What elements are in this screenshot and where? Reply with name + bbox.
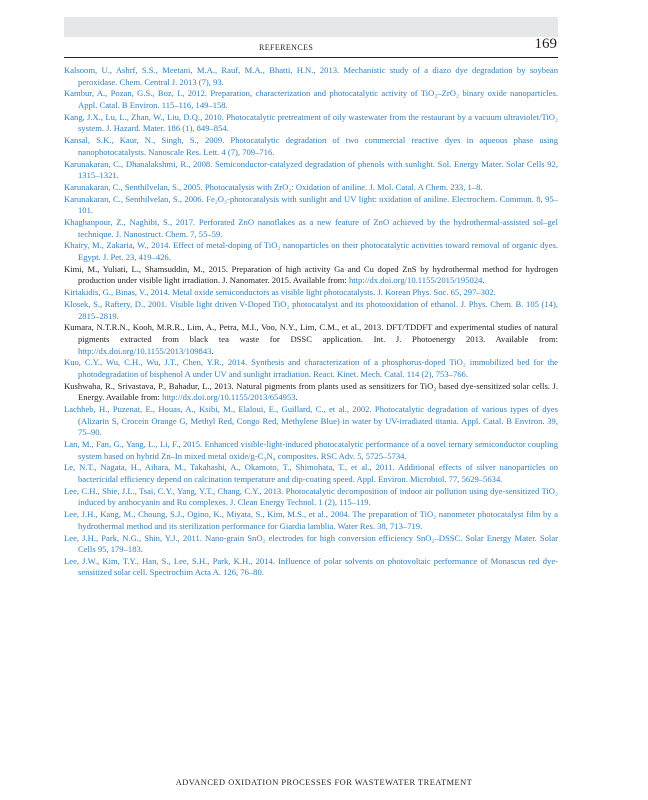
reference-item[interactable]: Kiriakidis, G., Binas, V., 2014. Metal oxide semiconductors as visible light photocatalysts. J. Korean Phys. Soc. 65, 297–302.: [64, 287, 496, 298]
reference-item[interactable]: Lachheb, H., Puzenat, E., Houas, A., Ksibi, M., Elaloui, E., Guillard, C., et al., 2002. Photocatalytic degradation of various types of dyes (Alizarin S, Crocein Orange G, Methyl Red, Congo Red, Methylene Blue) in water by UV-irradiated titania. Appl. Catal. B Environ. 39, 75–90.: [64, 404, 558, 438]
reference-item[interactable]: Lee, J.H., Park, N.G., Shin, Y.J., 2011. Nano-grain SnO₂ electrodes for high conversion efficiency SnO₂–DSSC. Solar Energy Mater. Solar Cells 95, 179–183.: [64, 532, 558, 555]
reference-item[interactable]: Karunakaran, C., Dhanalakshmi, R., 2008. Semiconductor-catalyzed degradation of phenols with sunlight. Sol. Energy Mater. Solar Cells 92, 1315–1321.: [64, 158, 558, 181]
reference-list: [64, 65, 558, 579]
reference-item[interactable]: Lee, C.H., Shie, J.L., Tsai, C.Y., Yang, Y.T., Chang, C.Y., 2013. Photocatalytic decomposition of indoor air pollution using dye-sensitized TiO₂ induced by anthocyanin and Ru complexes. J. Clean Energy Technol. 1 (2), 115–119.: [64, 485, 558, 508]
book-title-footer: ADVANCED OXIDATION PROCESSES FOR WASTEWATER TREATMENT: [175, 778, 473, 787]
reference-item[interactable]: Klosek, S., Raftery, D., 2001. Visible light driven V-Doped TiO₂ photocatalyst and its photooxidation of ethanol. J. Phys. Chem. B. 105 (14), 2815–2819.: [64, 298, 558, 321]
reference-item[interactable]: Karunakaran, C., Senthilvelan, S., 2006. Fe₂O₃-photocatalysis with sunlight and UV light: oxidation of aniline. Electrochem. Commun. 8, 95–101.: [64, 193, 558, 216]
doi-link[interactable]: http://dx.doi.org/10.1155/2015/195024: [348, 275, 483, 286]
reference-item[interactable]: Karunakaran, C., Senthilvelan, S., 2005. Photocatalysis with ZrO₂: Oxidation of aniline. J. Mol. Catal. A Chem. 233, 1–8.: [64, 181, 483, 192]
reference-item: Kushwaha, R., Srivastava, P., Bahadur, L., 2013. Natural pigments from plants used as sensitizers for TiO₂ based dye-sensitized solar cells. J. Energy. Available from: http://dx.doi.org/10.1155/2013/654953.: [64, 380, 558, 403]
reference-item[interactable]: Kansal, S.K., Kaur, N., Singh, S., 2009. Photocatalytic degradation of two commercial reactive dyes in aqueous phase using nanophotocatalysts. Nanoscale Res. Lett. 4 (7), 709–716.: [64, 135, 558, 157]
reference-item: Kumara, N.T.R.N., Kooh, M.R.R., Lim, A., Petra, M.I., Voo, N.Y., Lim, C.M., et al., 2013. DFT/TDDFT and experimental studies of natural pigments extracted from black tea waste for DSSC application. Int. J. Photoenergy 2013. Available from: http://dx.doi.org/10.1155/2013/109843.: [64, 322, 558, 356]
reference-item[interactable]: Kalsoom, U., Ashrf, S.S., Meetani, M.A., Rauf, M.A., Bhatti, H.N., 2013. Mechanistic study of a diazo dye degradation by soybean peroxidase. Chem. Central J. 2013 (7), 93.: [64, 65, 558, 87]
header-rule: [64, 57, 558, 58]
reference-item[interactable]: Kang, J.X., Lu, L., Zhan, W., Liu, D.Q., 2010. Photocatalytic pretreatment of oily wastewater from the restaurant by a vacuum ultraviolet/TiO₂ system. J. Hazard. Mater. 186 (1), 849–854.: [64, 111, 558, 134]
reference-item: Kimi, M., Yuliati, L., Shamsuddin, M., 2015. Preparation of high activity Ga and Cu doped ZnS by hydrothermal method for hydrogen production under visible light irradiation. J. Nanomater. 2015. Available from: http://dx.doi.org/10.1155/2015/195024.: [64, 263, 558, 286]
reference-item[interactable]: Khairy, M., Zakaria, W., 2014. Effect of metal-doping of TiO₂ nanoparticles on their photocatalytic activities toward removal of organic dyes. Egypt. J. Pet. 23, 419–426.: [64, 240, 558, 262]
running-head: REFERENCES: [259, 43, 314, 52]
doi-link[interactable]: http://dx.doi.org/10.1155/2013/109843: [78, 345, 212, 356]
reference-item[interactable]: Khaghanpour, Z., Naghibi, S., 2017. Perforated ZnO nanoflakes as a new feature of ZnO achieved by the hydrothermal-assisted sol–gel technique. J. Nanostruct. Chem. 7, 55–59.: [64, 217, 558, 239]
reference-item[interactable]: Kuo, C.Y., Wu, C.H., Wu, J.T., Chen, Y.R., 2014. Synthesis and characterization of a phosphorus-doped TiO₂ immobilized bed for the photodegradation of bisphenol A under UV and sunlight irradiation. React. Kinet. Mech. Catal. 114 (2), 753–766.: [64, 357, 558, 379]
page-number: 169: [534, 36, 557, 52]
header-bar: [64, 17, 558, 37]
reference-item[interactable]: Le, N.T., Nagata, H., Aihara, M., Takahashi, A., Okamoto, T., Shimohata, T., et al., 2011. Additional effects of silver nanoparticles on bactericidal efficiency depend on calcination temperature and dip-coating speed. Appl. Environ. Microbiol. 77, 5629–5634.: [64, 462, 558, 484]
reference-item[interactable]: Lee, J.W., Kim, T.Y., Han, S., Lee, S.H., Park, K.H., 2014. Influence of polar solvents on photovoltaic performance of Monascus red dye-sensitized solar cell. Spectrochim Acta A. 126, 76–80.: [64, 555, 558, 578]
reference-item[interactable]: Lan, M., Fan, G., Yang, L., Li, F., 2015. Enhanced visible-light-induced photocatalytic performance of a novel ternary semiconductor coupling system based on hybrid Zn–In mixed metal oxide/g-C₃N₄ composites. RSC Adv. 5, 5725–5734.: [64, 439, 558, 461]
reference-item[interactable]: Kambur, A., Pozan, G.S., Boz, I., 2012. Preparation, characterization and photocatalytic activity of TiO₂–ZrO₂ binary oxide nanoparticles. Appl. Catal. B Environ. 115–116, 149–158.: [64, 88, 558, 110]
doi-link[interactable]: http://dx.doi.org/10.1155/2013/654953: [162, 392, 296, 403]
reference-item[interactable]: Lee, J.H., Kang, M., Choung, S.J., Ogino, K., Miyata, S., Kim, M.S., et al., 2004. The preparation of TiO₂ nanometer photocatalyst film by a hydrothermal method and its sterilization performance for Giardia lamblia. Water Res. 38, 713–719.: [64, 509, 558, 531]
